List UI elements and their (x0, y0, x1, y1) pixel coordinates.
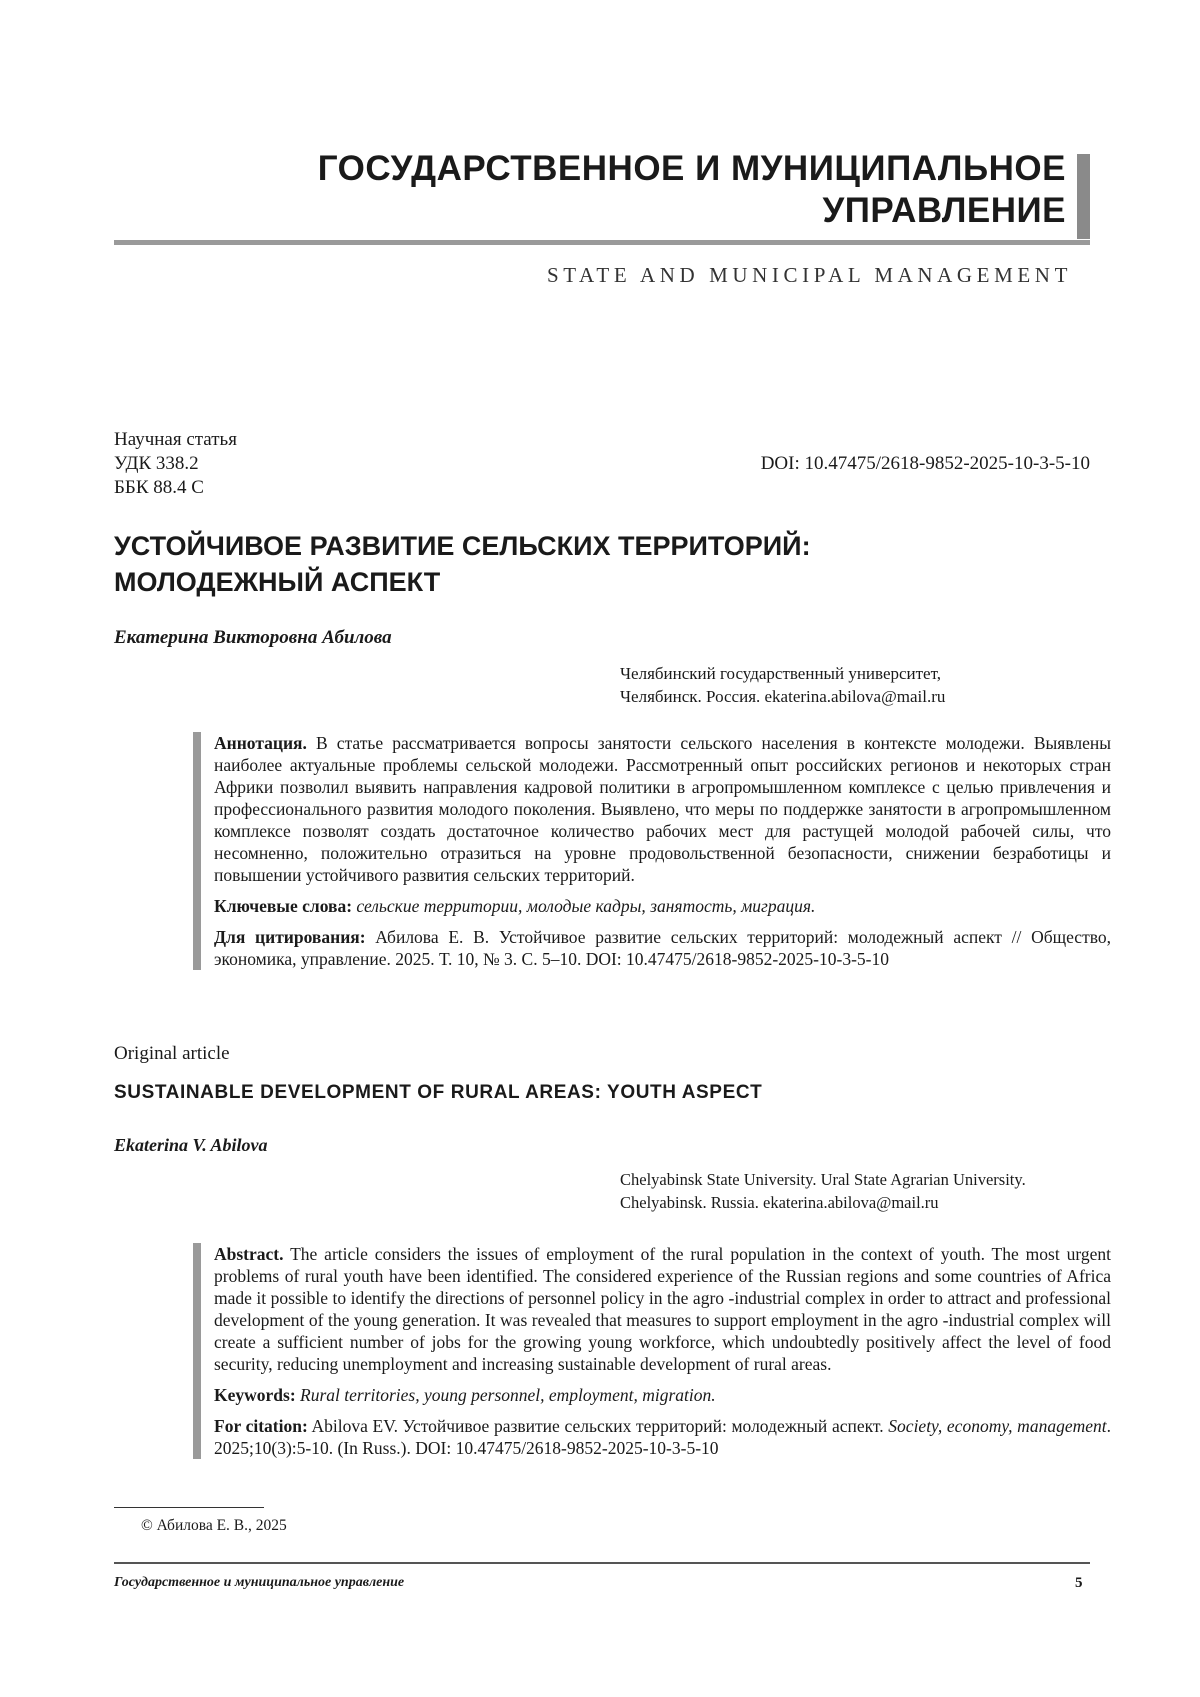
footer-rule (114, 1562, 1090, 1564)
keywords-label-ru: Ключевые слова: (214, 896, 353, 916)
abstract-block-ru (193, 732, 1111, 970)
article-title-ru-line2: МОЛОДЕЖНЫЙ АСПЕКТ (114, 567, 441, 597)
article-title-ru-line1: УСТОЙЧИВОЕ РАЗВИТИЕ СЕЛЬСКИХ ТЕРРИТОРИЙ: (114, 531, 811, 561)
affiliation-ru (620, 662, 945, 708)
affiliation-ru-line1: Челябинский государственный университет, (620, 664, 942, 683)
keywords-en (214, 1384, 1111, 1406)
section-subtitle: STATE AND MUNICIPAL MANAGEMENT (546, 263, 1072, 287)
copyright-footnote: © Абилова Е. В., 2025 (141, 1517, 287, 1534)
abstract-text-en: The article considers the issues of employment of the rural population in the context of youth. The most urgent problems of rural youth have been identified. The considered experience of the Russian regions and some countries of Africa made it possible to identify the directions of personnel policy in the agro -industrial complex in order to attract and professional development of the young generation. It was revealed that measures to support employment in the agro -industrial complex will create a sufficient number of jobs for the growing young workforce, which undoubtedly positively affect the level of food security, reducing unemployment and increasing sustainable development of rural areas. (214, 1244, 1111, 1374)
section-title-line2: УПРАВЛЕНИЕ (822, 191, 1066, 230)
author-en: Ekaterina V. Abilova (114, 1135, 268, 1155)
citation-text-en-1: Abilova EV. Устойчивое развитие сельских территорий: молодежный аспект. (307, 1416, 889, 1436)
article-meta (114, 428, 1090, 500)
affiliation-en-line2: Chelyabinsk. Russia. ekaterina.abilova@mail.ru (620, 1193, 939, 1212)
author-ru: Екатерина Викторовна Абилова (114, 627, 392, 648)
section-title-line1: ГОСУДАРСТВЕННОЕ И МУНИЦИПАЛЬНОЕ (317, 149, 1066, 188)
citation-en (214, 1415, 1111, 1459)
affiliation-en-line1: Chelyabinsk State University. Ural State Agrarian University. (620, 1170, 1026, 1189)
bbk: ББК 88.4 С (114, 477, 204, 498)
page-number: 5 (1075, 1575, 1083, 1591)
section-header (114, 148, 1090, 288)
keywords-text-ru: сельские территории, молодые кадры, занятость, миграция. (352, 896, 816, 916)
footer-journal-name: Государственное и муниципальное управление (114, 1575, 405, 1590)
abstract-ru (214, 732, 1111, 886)
title-accent-bar (1077, 154, 1090, 239)
affiliation-en (620, 1168, 1026, 1214)
citation-journal-en: Society, economy, management (888, 1416, 1107, 1436)
abstract-text-ru: В статье рассматривается вопросы занятости сельского населения в контексте молодежи. Выявлены наиболее актуальные проблемы сельской молодежи. Рассмотренный опыт российских регионов и некоторых стран Африки позволил выявить направления кадровой политики в агропромышленном комплексе с целью привлечения и профессионального развития молодого поколения. Выявлено, что меры по поддержке занятости в агропромышленном комплексе позволят создать достаточное количество рабочих мест для растущей молодой рабочей силы, что несомненно, положительно отразиться на уровне продовольственной безопасности, снижении безработицы и повышении устойчивого развития сельских территорий. (214, 733, 1111, 885)
citation-label-en: For citation: (214, 1416, 308, 1436)
keywords-text-en: Rural territories, young personnel, employment, migration. (295, 1385, 716, 1405)
citation-label-ru: Для цитирования: (214, 927, 366, 947)
article-title-en: SUSTAINABLE DEVELOPMENT OF RURAL AREAS: YOUTH ASPECT (114, 1082, 763, 1103)
abstract-block-en (193, 1243, 1111, 1459)
citation-ru (214, 926, 1111, 970)
article-title-ru (114, 528, 1090, 600)
abstract-label-ru: Аннотация. (214, 733, 307, 753)
citation-text-en-2: . 2025;10(3):5-10. (In Russ.). DOI: 10.47475/2618-9852-2025-10-3-5-10 (214, 1416, 1111, 1458)
citation-text-ru: Абилова Е. В. Устойчивое развитие сельских территорий: молодежный аспект // Общество, экономика, управление. 2025. Т. 10, № 3. С. 5–10. DOI: 10.47475/2618-9852-2025-10-3-5-10 (214, 927, 1111, 969)
keywords-label-en: Keywords: (214, 1385, 296, 1405)
article-type: Научная статья (114, 429, 237, 450)
keywords-ru (214, 895, 1111, 917)
abstract-en (214, 1243, 1111, 1375)
footnote-rule (114, 1507, 264, 1508)
doi[interactable]: DOI: 10.47475/2618-9852-2025-10-3-5-10 (760, 453, 1090, 474)
abstract-label-en: Abstract. (214, 1244, 284, 1264)
title-rule (114, 240, 1090, 245)
affiliation-ru-line2: Челябинск. Россия. ekaterina.abilova@mail.ru (620, 687, 946, 706)
article-type-en: Original article (114, 1043, 230, 1064)
section-title (114, 148, 1090, 232)
udk: УДК 338.2 (114, 453, 199, 474)
